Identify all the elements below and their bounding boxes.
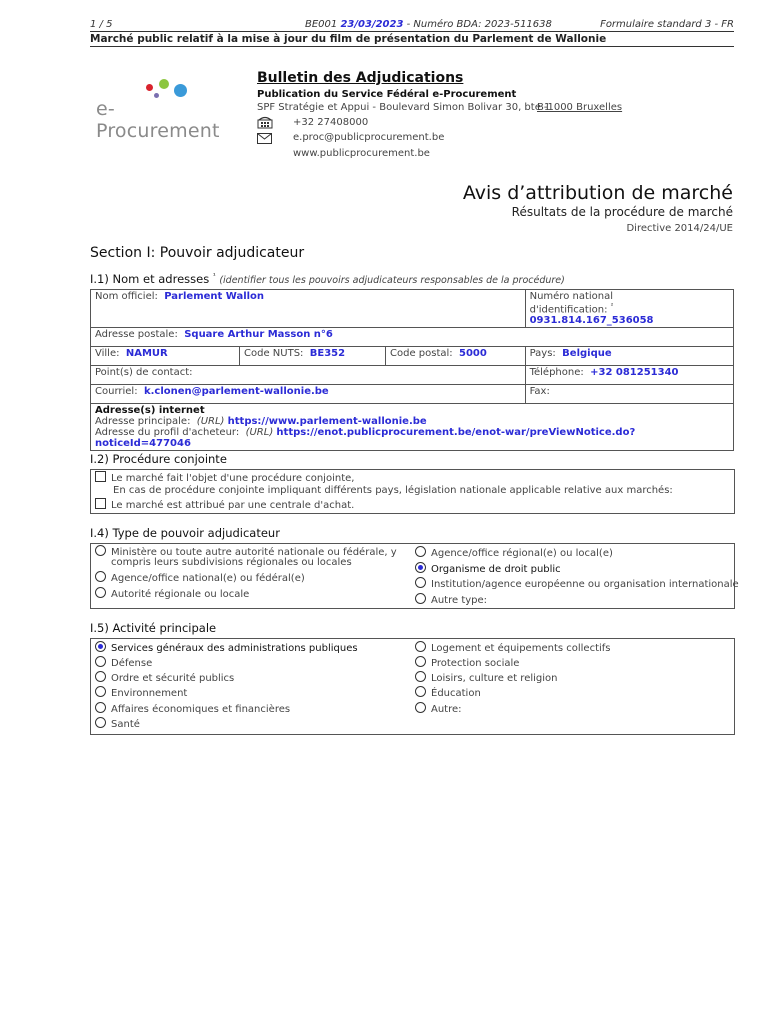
activity-defence-label: Défense [111, 658, 153, 669]
activity-education-label: Éducation [431, 688, 481, 699]
postal-code-cell [386, 347, 526, 366]
activity-other-radio[interactable] [415, 702, 426, 713]
activity-defence-radio[interactable] [95, 656, 106, 667]
publication-address: SPF Stratégie et Appui - Boulevard Simon Bolivar 30, bte 1 [257, 102, 551, 113]
main-address-label: Adresse principale: [95, 416, 191, 428]
authority-type-regional-agency-label: Agence/office régional(e) ou local(e) [431, 548, 613, 559]
official-name-cell [91, 290, 526, 328]
activity-recreation[interactable] [415, 671, 558, 684]
email-label: Courriel: [95, 386, 138, 398]
publication-date: 23/03/2023 [340, 19, 404, 30]
main-address-link[interactable]: https://www.parlement-wallonie.be [227, 416, 427, 428]
fax-cell [525, 385, 733, 404]
notice-title: Avis d’attribution de marché [462, 182, 733, 204]
header-divider [90, 31, 734, 32]
activity-public-order-label: Ordre et sécurité publics [111, 673, 235, 684]
city-cell [91, 347, 240, 366]
activity-education[interactable] [415, 686, 481, 699]
authority-type-other-radio[interactable] [415, 593, 426, 604]
joint-procedure-label: Le marché fait l'objet d'une procédure conjointe, [111, 473, 355, 484]
activity-other-label: Autre: [431, 704, 462, 715]
i2-heading: I.2) Procédure conjointe [90, 452, 227, 466]
joint-procedure-checkbox[interactable] [95, 471, 106, 482]
authority-type-regional-authority-label: Autorité régionale ou locale [111, 589, 250, 600]
activity-public-order-radio[interactable] [95, 671, 106, 682]
official-name-label: Nom officiel: [95, 291, 158, 302]
authority-type-ministry-radio[interactable] [95, 545, 106, 556]
authority-type-public-law-body-label: Organisme de droit public [431, 564, 561, 575]
activity-general-services-radio[interactable] [95, 641, 106, 652]
authority-type-national-agency-label: Agence/office national(e) ou fédéral(e) [111, 573, 305, 584]
logo-dot-blue [174, 84, 187, 97]
activity-defence[interactable] [95, 656, 152, 669]
authority-type-national-agency-radio[interactable] [95, 571, 106, 582]
phone-icon [257, 116, 273, 132]
joint-procedure-legislation: En cas de procédure conjointe impliquant différents pays, législation nationale applicable relative aux marchés: [113, 485, 673, 496]
postal-address-cell [91, 328, 734, 347]
internet-heading: Adresse(s) internet [95, 405, 205, 417]
publication-phone: +32 27408000 [293, 117, 369, 128]
email-icon [257, 133, 272, 147]
activity-general-services[interactable] [95, 641, 358, 654]
email-value[interactable]: k.clonen@parlement-wallonie.be [143, 386, 329, 398]
activity-recreation-radio[interactable] [415, 671, 426, 682]
authority-type-other-label: Autre type: [431, 595, 488, 606]
email-cell [91, 385, 526, 404]
activity-housing-radio[interactable] [415, 641, 426, 652]
national-id-label-2: d'identification: [529, 304, 608, 316]
activity-health-radio[interactable] [95, 717, 106, 728]
e-procurement-logo [92, 76, 232, 142]
authority-type-regional-agency[interactable] [415, 546, 613, 559]
authority-type-public-law-body[interactable] [415, 562, 561, 575]
doc-id: BE001 [305, 19, 338, 30]
national-id-cell [525, 290, 733, 328]
postal-code-value: 5000 [459, 348, 487, 360]
activity-health-label: Santé [111, 719, 140, 730]
postal-address-label: Adresse postale: [95, 329, 178, 341]
national-id-value: 0931.814.167_536058 [529, 315, 654, 327]
national-id-footnote: ² [610, 302, 614, 310]
authority-type-regional-authority[interactable] [95, 587, 249, 600]
official-name-value: Parlement Wallon [164, 291, 265, 302]
authority-type-public-law-body-radio[interactable] [415, 562, 426, 573]
city-value: NAMUR [125, 348, 168, 360]
buyer-profile-label: Adresse du profil d'acheteur: [95, 427, 240, 439]
activity-housing-label: Logement et équipements collectifs [431, 643, 611, 654]
fax-label: Fax: [529, 386, 550, 398]
nuts-value: BE352 [309, 348, 346, 360]
nuts-label: Code NUTS: [244, 348, 304, 360]
subject-divider [90, 46, 734, 47]
activity-recreation-label: Loisirs, culture et religion [431, 673, 558, 684]
logo-dot-red [146, 84, 153, 91]
national-id-label-1: Numéro national [529, 291, 614, 302]
activity-health[interactable] [95, 717, 140, 730]
contact-point-cell [91, 366, 526, 385]
page-number: 1 / 5 [90, 19, 113, 30]
contact-point-label: Point(s) de contact: [95, 367, 193, 379]
i1-note: (identifier tous les pouvoirs adjudicateurs responsables de la procédure) [219, 275, 565, 286]
document-reference [305, 19, 552, 30]
i1-heading: I.1) Nom et adresses [90, 272, 210, 286]
phone-cell [525, 366, 733, 385]
notice-directive: Directive 2014/24/UE [626, 223, 733, 234]
activity-housing[interactable] [415, 641, 611, 654]
country-label: Pays: [529, 348, 556, 360]
publication-website[interactable]: www.publicprocurement.be [293, 148, 430, 159]
activity-social-protection-radio[interactable] [415, 656, 426, 667]
city-label: Ville: [95, 348, 120, 360]
publication-city: B-1000 Bruxelles [537, 102, 623, 113]
contract-subject: Marché public relatif à la mise à jour du film de présentation du Parlement de Wallonie [90, 33, 607, 45]
bda-number: - Numéro BDA: 2023-511638 [406, 19, 552, 30]
authority-type-eu-institution-radio[interactable] [415, 577, 426, 588]
phone-value: +32 081251340 [590, 367, 679, 379]
publication-service: Publication du Service Fédéral e-Procurement [257, 89, 517, 100]
main-address-url-tag: (URL) [196, 416, 225, 428]
activity-economic-affairs-label: Affaires économiques et financières [111, 704, 291, 715]
nuts-cell [240, 347, 386, 366]
form-type: Formulaire standard 3 - FR [600, 19, 734, 30]
internet-addresses-cell [91, 404, 734, 451]
central-purchasing-option[interactable] [95, 498, 354, 511]
logo-text: e-Procurement [96, 98, 220, 142]
section-title: Section I: Pouvoir adjudicateur [90, 245, 305, 261]
phone-label: Téléphone: [529, 367, 584, 379]
authority-type-ministry-label: Ministère ou toute autre autorité nationale ou fédérale, y [111, 547, 397, 558]
authority-type-regional-authority-radio[interactable] [95, 587, 106, 598]
notice-subtitle: Résultats de la procédure de marché [511, 205, 733, 219]
i1-footnote: ¹ [212, 272, 216, 281]
activity-economic-affairs[interactable] [95, 702, 290, 715]
activity-environment-label: Environnement [111, 688, 188, 699]
activity-public-order[interactable] [95, 671, 234, 684]
postal-code-label: Code postal: [390, 348, 453, 360]
activity-environment-radio[interactable] [95, 686, 106, 697]
contracting-authority-table [90, 289, 734, 451]
country-cell [525, 347, 733, 366]
activity-economic-affairs-radio[interactable] [95, 702, 106, 713]
authority-type-national-agency[interactable] [95, 571, 305, 584]
activity-other[interactable] [415, 702, 462, 715]
authority-type-regional-agency-radio[interactable] [415, 546, 426, 557]
central-purchasing-label: Le marché est attribué par une centrale d'achat. [111, 500, 355, 511]
activity-education-radio[interactable] [415, 686, 426, 697]
joint-procedure-option[interactable] [95, 471, 354, 484]
activity-social-protection-label: Protection sociale [431, 658, 520, 669]
activity-environment[interactable] [95, 686, 187, 699]
i4-heading: I.4) Type de pouvoir adjudicateur [90, 526, 280, 540]
central-purchasing-checkbox[interactable] [95, 498, 106, 509]
bulletin-title: Bulletin des Adjudications [257, 70, 464, 86]
country-value: Belgique [562, 348, 612, 360]
buyer-profile-url-tag: (URL) [245, 427, 274, 439]
activity-general-services-label: Services généraux des administrations publiques [111, 643, 358, 654]
publication-email[interactable]: e.proc@publicprocurement.be [293, 132, 445, 143]
logo-dot-green [159, 79, 169, 89]
authority-type-eu-institution-label: Institution/agence européenne ou organisation internationale [431, 579, 739, 590]
buyer-profile-link[interactable]: https://enot.publicprocurement.be/enot-war/preViewNotice.do?noticeId=477046 [95, 427, 636, 450]
authority-type-other[interactable] [415, 593, 487, 606]
i1-heading-line [90, 272, 565, 286]
authority-type-ministry-label-2: compris leurs subdivisions régionales ou locales [111, 557, 352, 568]
authority-type-eu-institution[interactable] [415, 577, 739, 590]
postal-address-value: Square Arthur Masson n°6 [184, 329, 333, 341]
i5-heading: I.5) Activité principale [90, 621, 217, 635]
activity-social-protection[interactable] [415, 656, 519, 669]
